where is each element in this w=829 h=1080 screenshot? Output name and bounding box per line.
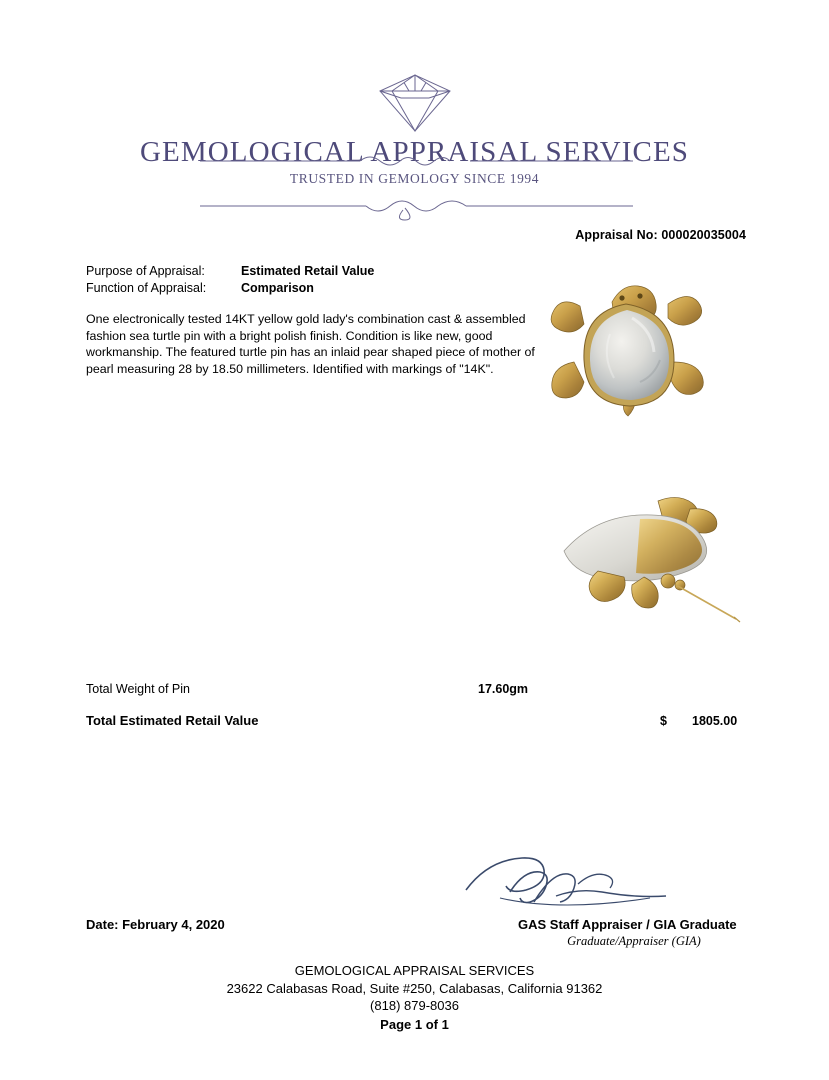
footer-phone: (818) 879-8036 [370,998,459,1013]
footer-address: 23622 Calabasas Road, Suite #250, Calabasas, California 91362 [226,980,603,996]
company-title: GEMOLOGICAL APPRAISAL SERVICES [140,136,689,168]
total-weight-label: Total Weight of Pin [86,682,190,696]
signer-title: GAS Staff Appraiser / GIA Graduate [518,917,737,932]
header-rule-bottom [0,200,829,224]
appraisal-meta [86,263,374,297]
document-footer [0,962,829,1033]
appraisal-date: Date: February 4, 2020 [86,917,225,932]
function-row [86,280,374,297]
total-retail-value-amount: 1805.00 [692,714,738,728]
total-retail-value-label: Total Estimated Retail Value [86,713,259,728]
purpose-row [86,263,374,280]
purpose-label: Purpose of Appraisal: [86,264,205,278]
company-tagline: TRUSTED IN GEMOLOGY SINCE 1994 [289,171,540,186]
header-rule-top [0,150,829,172]
diamond-icon [370,72,460,134]
footer-page-number: Page 1 of 1 [380,1016,449,1032]
appraisal-number: Appraisal No: 000020035004 [575,228,746,242]
currency-symbol: $ [660,714,667,728]
total-weight-value: 17.60gm [478,682,529,696]
function-value: Comparison [241,281,314,295]
function-label: Function of Appraisal: [86,281,207,295]
signer-credential: Graduate/Appraiser (GIA) [567,934,701,948]
turtle-pin-side-photo [540,485,755,630]
item-description: One electronically tested 14KT yellow gold lady's combination cast & assembled fashion sea turtle pin with a bright polish finish. Condition is like new, good workmanship. The featured turtle pin has an inlaid pear shaped piece of mother of pearl measuring 28 by 18.50 millimeters. Identified with markings of "14K". [86,312,535,376]
turtle-pin-front-photo [540,278,740,428]
signature-mark [460,846,710,916]
footer-company: GEMOLOGICAL APPRAISAL SERVICES [294,963,535,978]
purpose-value: Estimated Retail Value [241,264,375,278]
